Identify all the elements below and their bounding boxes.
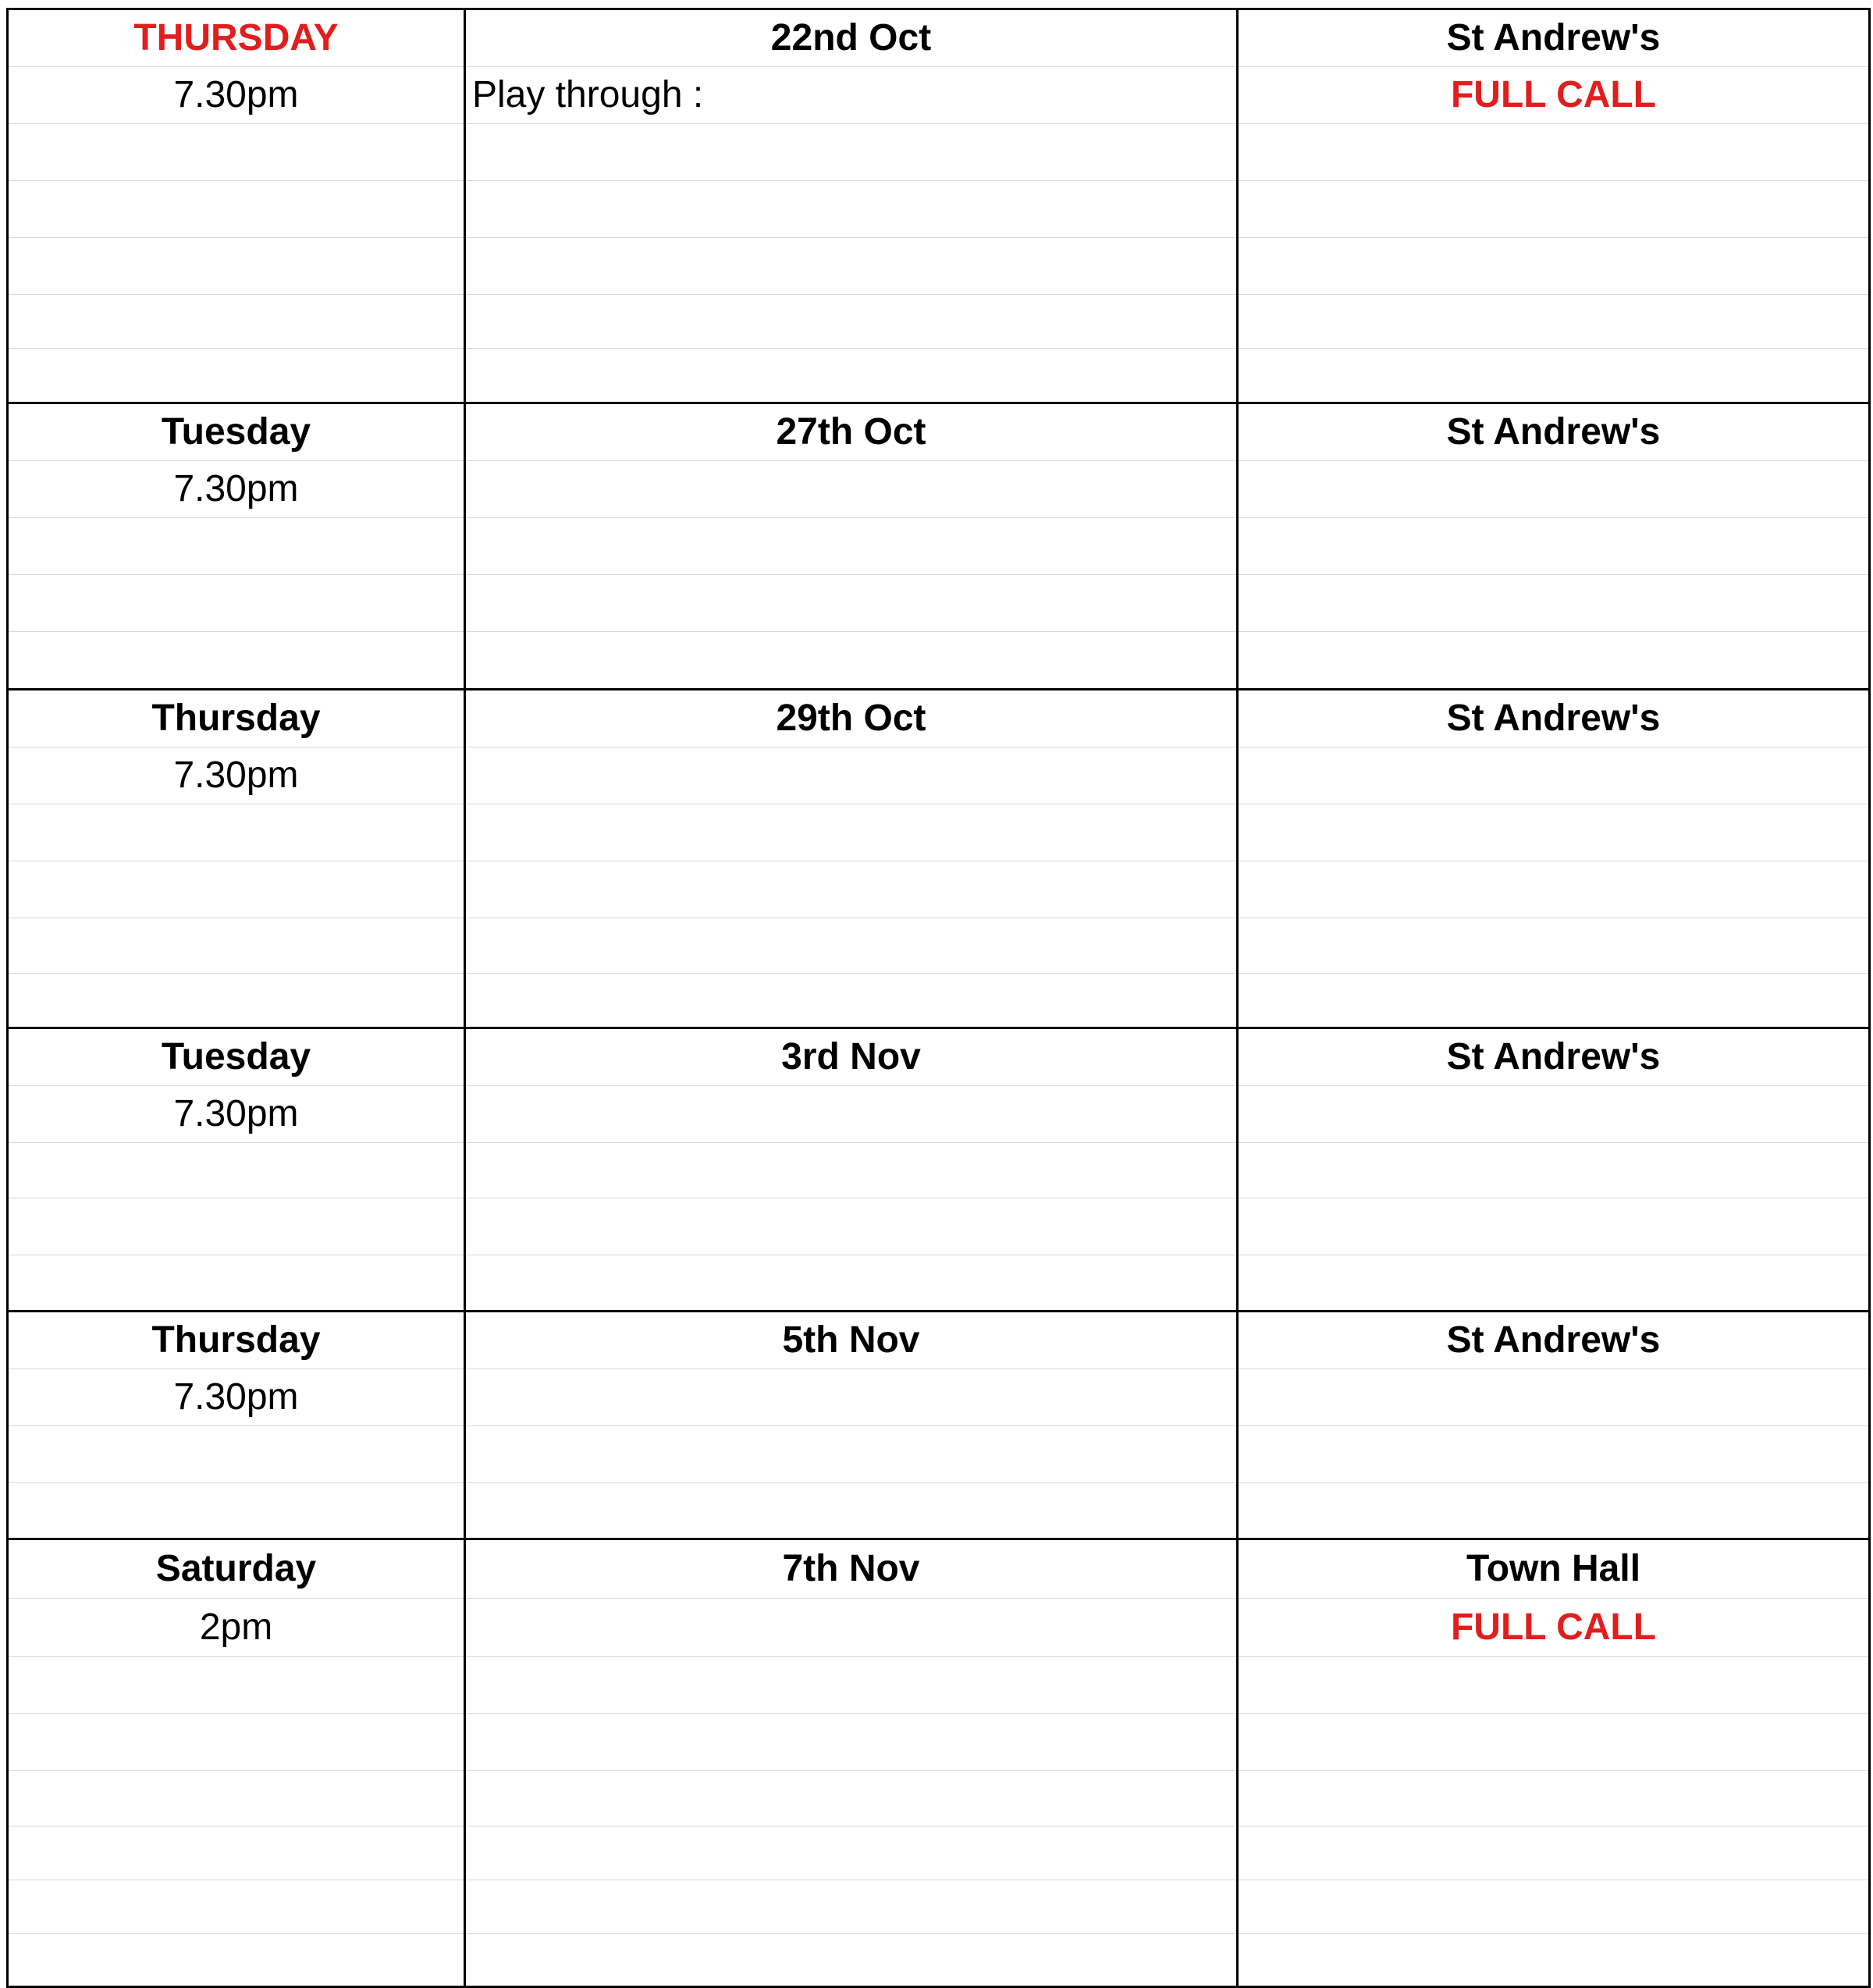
date-cell bbox=[465, 238, 1238, 295]
schedule-row bbox=[8, 181, 1870, 238]
schedule-row bbox=[8, 804, 1870, 861]
date-cell bbox=[465, 1369, 1238, 1426]
venue-cell bbox=[1238, 1934, 1870, 1987]
date-cell bbox=[465, 1198, 1238, 1255]
schedule-row bbox=[8, 1771, 1870, 1826]
schedule-row bbox=[8, 1369, 1870, 1426]
schedule-row bbox=[8, 1599, 1870, 1657]
time-label: 7.30pm bbox=[8, 67, 465, 124]
date-label: 27th Oct bbox=[465, 403, 1238, 461]
day-cell bbox=[8, 974, 465, 1028]
venue-cell bbox=[1238, 804, 1870, 861]
day-label: Tuesday bbox=[8, 403, 465, 461]
venue-label: St Andrew's bbox=[1238, 1028, 1870, 1086]
schedule-row bbox=[8, 124, 1870, 181]
schedule-row bbox=[8, 67, 1870, 124]
schedule-row bbox=[8, 575, 1870, 632]
schedule-row bbox=[8, 1714, 1870, 1771]
date-cell bbox=[465, 349, 1238, 403]
venue-cell bbox=[1238, 747, 1870, 804]
date-cell bbox=[465, 918, 1238, 974]
date-cell bbox=[465, 804, 1238, 861]
date-cell bbox=[465, 1657, 1238, 1714]
day-label: Tuesday bbox=[8, 1028, 465, 1086]
day-label: Saturday bbox=[8, 1539, 465, 1599]
date-label: 7th Nov bbox=[465, 1539, 1238, 1599]
day-cell bbox=[8, 1714, 465, 1771]
venue-cell bbox=[1238, 1483, 1870, 1539]
rehearsal-schedule-table bbox=[6, 8, 1871, 1988]
schedule-row bbox=[8, 1143, 1870, 1198]
venue-cell bbox=[1238, 124, 1870, 181]
venue-cell bbox=[1238, 295, 1870, 349]
venue-cell bbox=[1238, 349, 1870, 403]
schedule-row bbox=[8, 9, 1870, 67]
time-label: 2pm bbox=[8, 1599, 465, 1657]
date-cell bbox=[465, 1483, 1238, 1539]
venue-cell bbox=[1238, 181, 1870, 238]
date-cell bbox=[465, 1826, 1238, 1880]
time-label: 7.30pm bbox=[8, 1369, 465, 1426]
day-cell bbox=[8, 1826, 465, 1880]
schedule-row bbox=[8, 1657, 1870, 1714]
date-cell bbox=[465, 518, 1238, 575]
date-cell bbox=[465, 1880, 1238, 1934]
schedule-row bbox=[8, 403, 1870, 461]
day-cell bbox=[8, 1934, 465, 1987]
day-cell bbox=[8, 1880, 465, 1934]
schedule-body bbox=[8, 9, 1870, 1987]
date-cell bbox=[465, 575, 1238, 632]
venue-cell bbox=[1238, 1714, 1870, 1771]
date-cell bbox=[465, 295, 1238, 349]
venue-cell bbox=[1238, 1198, 1870, 1255]
schedule-row bbox=[8, 861, 1870, 918]
venue-cell bbox=[1238, 861, 1870, 918]
schedule-row bbox=[8, 690, 1870, 747]
schedule-row bbox=[8, 974, 1870, 1028]
schedule-row bbox=[8, 1086, 1870, 1143]
full-call-label: FULL CALL bbox=[1238, 1599, 1870, 1657]
date-cell bbox=[465, 1143, 1238, 1198]
day-cell bbox=[8, 124, 465, 181]
time-label: 7.30pm bbox=[8, 1086, 465, 1143]
schedule-row bbox=[8, 1198, 1870, 1255]
schedule-row bbox=[8, 1028, 1870, 1086]
day-cell bbox=[8, 349, 465, 403]
venue-cell bbox=[1238, 632, 1870, 690]
day-cell bbox=[8, 1657, 465, 1714]
time-label: 7.30pm bbox=[8, 461, 465, 518]
schedule-row bbox=[8, 1483, 1870, 1539]
date-cell bbox=[465, 461, 1238, 518]
day-cell bbox=[8, 804, 465, 861]
date-label: 29th Oct bbox=[465, 690, 1238, 747]
venue-label: St Andrew's bbox=[1238, 403, 1870, 461]
venue-cell bbox=[1238, 918, 1870, 974]
venue-label: St Andrew's bbox=[1238, 690, 1870, 747]
day-cell bbox=[8, 1198, 465, 1255]
day-label: THURSDAY bbox=[8, 9, 465, 67]
day-cell bbox=[8, 632, 465, 690]
date-label: 3rd Nov bbox=[465, 1028, 1238, 1086]
schedule-row bbox=[8, 1312, 1870, 1369]
schedule-row bbox=[8, 1255, 1870, 1312]
date-cell bbox=[465, 1934, 1238, 1987]
day-cell bbox=[8, 1143, 465, 1198]
venue-cell bbox=[1238, 1880, 1870, 1934]
venue-cell bbox=[1238, 1143, 1870, 1198]
day-cell bbox=[8, 295, 465, 349]
schedule-row bbox=[8, 238, 1870, 295]
venue-label: Town Hall bbox=[1238, 1539, 1870, 1599]
date-cell bbox=[465, 1426, 1238, 1483]
schedule-row bbox=[8, 918, 1870, 974]
day-label: Thursday bbox=[8, 690, 465, 747]
schedule-row bbox=[8, 518, 1870, 575]
date-cell bbox=[465, 1771, 1238, 1826]
note-label: Play through : bbox=[465, 67, 1238, 124]
venue-cell bbox=[1238, 1657, 1870, 1714]
schedule-row bbox=[8, 747, 1870, 804]
venue-cell bbox=[1238, 1426, 1870, 1483]
date-label: 5th Nov bbox=[465, 1312, 1238, 1369]
venue-cell bbox=[1238, 575, 1870, 632]
schedule-row bbox=[8, 295, 1870, 349]
date-cell bbox=[465, 747, 1238, 804]
day-cell bbox=[8, 1771, 465, 1826]
full-call-label: FULL CALL bbox=[1238, 67, 1870, 124]
venue-cell bbox=[1238, 974, 1870, 1028]
day-cell bbox=[8, 238, 465, 295]
venue-cell bbox=[1238, 1771, 1870, 1826]
venue-cell bbox=[1238, 238, 1870, 295]
day-cell bbox=[8, 1255, 465, 1312]
day-label: Thursday bbox=[8, 1312, 465, 1369]
day-cell bbox=[8, 1483, 465, 1539]
venue-cell bbox=[1238, 1086, 1870, 1143]
venue-cell bbox=[1238, 461, 1870, 518]
schedule-row bbox=[8, 349, 1870, 403]
date-cell bbox=[465, 1255, 1238, 1312]
date-cell bbox=[465, 124, 1238, 181]
date-cell bbox=[465, 1599, 1238, 1657]
day-cell bbox=[8, 518, 465, 575]
venue-label: St Andrew's bbox=[1238, 9, 1870, 67]
day-cell bbox=[8, 575, 465, 632]
schedule-row bbox=[8, 1539, 1870, 1599]
venue-cell bbox=[1238, 1255, 1870, 1312]
schedule-row bbox=[8, 1880, 1870, 1934]
time-label: 7.30pm bbox=[8, 747, 465, 804]
venue-label: St Andrew's bbox=[1238, 1312, 1870, 1369]
date-label: 22nd Oct bbox=[465, 9, 1238, 67]
schedule-row bbox=[8, 461, 1870, 518]
date-cell bbox=[465, 1086, 1238, 1143]
date-cell bbox=[465, 1714, 1238, 1771]
schedule-row bbox=[8, 632, 1870, 690]
day-cell bbox=[8, 181, 465, 238]
date-cell bbox=[465, 181, 1238, 238]
schedule-row bbox=[8, 1826, 1870, 1880]
schedule-row bbox=[8, 1934, 1870, 1987]
venue-cell bbox=[1238, 1826, 1870, 1880]
date-cell bbox=[465, 861, 1238, 918]
venue-cell bbox=[1238, 518, 1870, 575]
date-cell bbox=[465, 974, 1238, 1028]
date-cell bbox=[465, 632, 1238, 690]
day-cell bbox=[8, 861, 465, 918]
day-cell bbox=[8, 1426, 465, 1483]
schedule-row bbox=[8, 1426, 1870, 1483]
venue-cell bbox=[1238, 1369, 1870, 1426]
day-cell bbox=[8, 918, 465, 974]
